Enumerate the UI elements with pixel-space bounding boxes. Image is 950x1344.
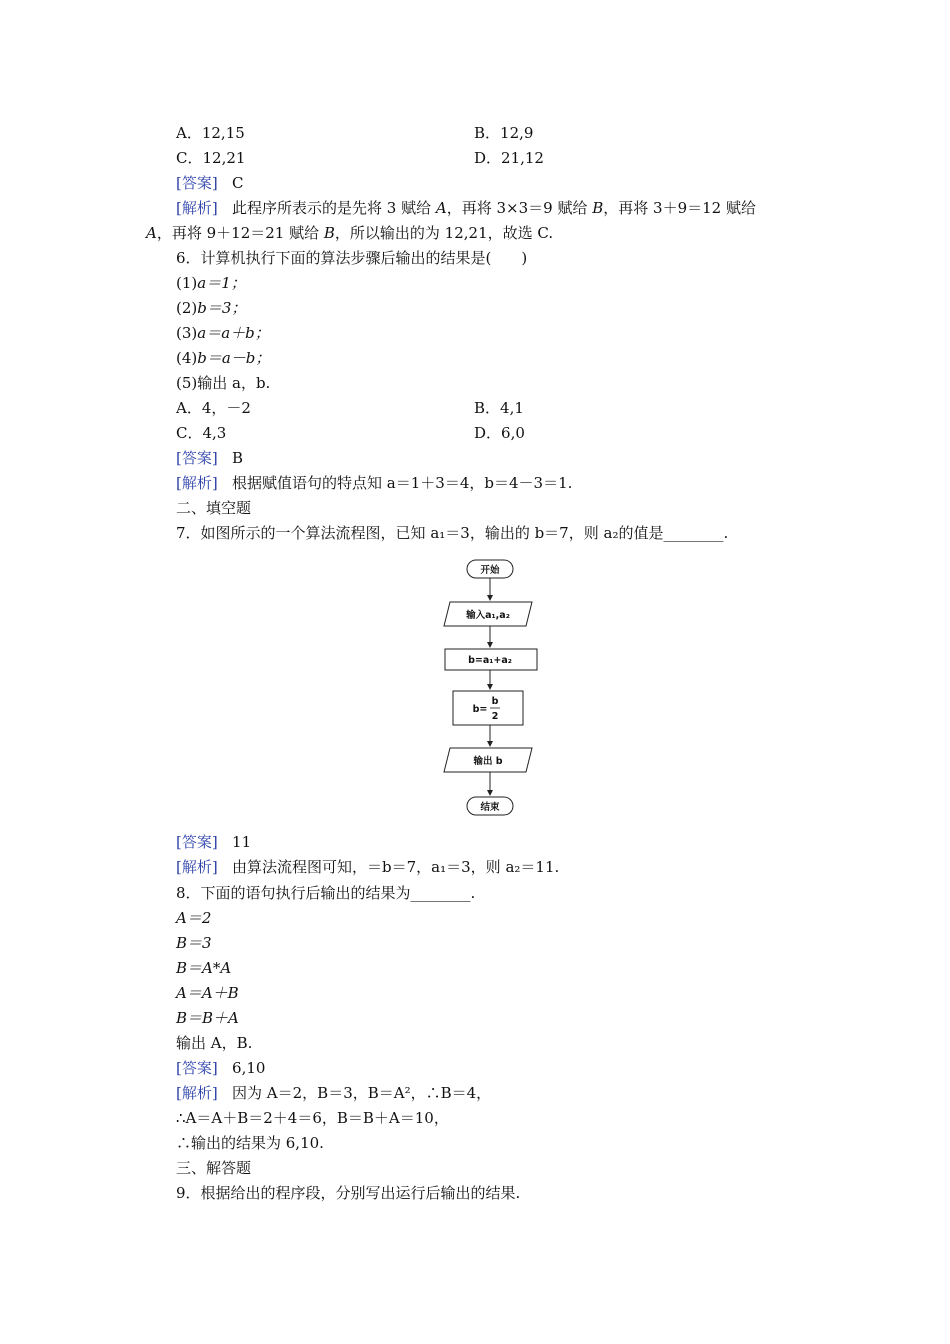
assign-half-lhs: b= (472, 704, 488, 715)
step-number: (4) (176, 349, 198, 367)
input-label: 输入a₁,a₂ (466, 610, 510, 621)
step-number: (2) (176, 299, 198, 317)
q6-analysis-line (176, 473, 572, 493)
analysis-tag: [解析] (176, 474, 218, 492)
q8-code-line: A＝A＋B (176, 984, 239, 1002)
q8-analysis-line1 (176, 1083, 491, 1103)
section-fill-blank-heading: 二、填空题 (176, 499, 252, 517)
var-a: A (146, 224, 157, 242)
step-text: a＝1； (197, 274, 246, 292)
q6-step-1 (176, 273, 246, 293)
q6-option-c: C．4,3 (176, 424, 227, 442)
q7-stem: 7．如图所示的一个算法流程图，已知 a₁＝3，输出的 b＝7，则 a₂的值是________. (176, 524, 729, 542)
q7-analysis: 由算法流程图可知，＝b＝7，a₁＝3，则 a₂＝11. (232, 858, 560, 876)
q8-code-line: A＝2 (176, 909, 212, 927)
step-text: b＝a－b； (197, 349, 271, 367)
q5-option-b: B．12,9 (474, 124, 534, 142)
start-label: 开始 (480, 565, 500, 576)
step-text: b＝3； (197, 299, 247, 317)
q6-step-2 (176, 298, 246, 318)
q6-stem: 6．计算机执行下面的算法步骤后输出的结果是( ) (176, 249, 528, 267)
q5-analysis-text: 此程序所表示的是先将 3 赋给 (232, 199, 436, 217)
q8-answer-line (176, 1058, 265, 1078)
q8-stem: 8．下面的语句执行后输出的结果为________. (176, 884, 476, 902)
analysis-tag: [解析] (176, 858, 218, 876)
q7-answer-line (176, 832, 251, 852)
q5-analysis-text: ，再将 3×3＝9 赋给 (446, 199, 593, 217)
q5-analysis-line1 (176, 198, 756, 218)
q8-code-line: B＝3 (176, 934, 212, 952)
q5-option-a: A．12,15 (176, 124, 245, 142)
q5-answer: C (232, 174, 244, 192)
answer-tag: [答案] (176, 833, 218, 851)
q6-step-3 (176, 323, 270, 343)
step-number: (1) (176, 274, 198, 292)
q6-step-5: (5)输出 a，b. (176, 374, 271, 392)
q7-answer: 11 (232, 833, 252, 851)
q8-analysis: 因为 A＝2，B＝3，B＝A²，∴B＝4， (232, 1084, 492, 1102)
step-text: a＝a＋b； (197, 324, 270, 342)
q8-analysis-line2: ∴A＝A＋B＝2＋4＝6，B＝B＋A＝10， (176, 1109, 449, 1127)
assign-sum-label: b=a₁+a₂ (468, 655, 512, 666)
q5-option-d: D．21,12 (474, 149, 544, 167)
section-solution-heading: 三、解答题 (176, 1159, 252, 1177)
flowchart (440, 558, 540, 820)
q5-option-c: C．12,21 (176, 149, 246, 167)
q6-step-4 (176, 348, 270, 368)
answer-tag: [答案] (176, 449, 218, 467)
q6-option-d: D．6,0 (474, 424, 525, 442)
q9-stem: 9．根据给出的程序段，分别写出运行后输出的结果. (176, 1184, 521, 1202)
answer-tag: [答案] (176, 1059, 218, 1077)
q5-analysis-text: ，再将 9＋12＝21 赋给 (156, 224, 324, 242)
assign-half-denominator: 2 (491, 711, 499, 722)
assign-half-box (453, 691, 523, 725)
var-b: B (592, 199, 604, 217)
q8-analysis-line3: ∴输出的结果为 6,10. (176, 1134, 324, 1152)
var-a: A (435, 199, 447, 217)
q6-option-a: A．4，－2 (176, 399, 251, 417)
q5-analysis-text: ，所以输出的为 12,21，故选 C. (334, 224, 554, 242)
q5-analysis-line2 (146, 223, 553, 243)
q8-code-line: B＝A*A (176, 959, 232, 977)
answer-tag: [答案] (176, 174, 218, 192)
end-label: 结束 (480, 802, 500, 813)
q8-code-line: B＝B＋A (176, 1009, 239, 1027)
q8-code-line: 输出 A，B. (176, 1034, 253, 1052)
q6-answer: B (232, 449, 244, 467)
output-label: 输出 b (473, 756, 503, 767)
q5-analysis-text: ，再将 3＋9＝12 赋给 (603, 199, 756, 217)
step-number: (3) (176, 324, 198, 342)
var-b: B (323, 224, 335, 242)
q7-analysis-line (176, 857, 559, 877)
analysis-tag: [解析] (176, 199, 218, 217)
flowchart-svg (440, 558, 540, 820)
assign-half-numerator: b (491, 696, 499, 707)
analysis-tag: [解析] (176, 1084, 218, 1102)
q5-answer-line (176, 173, 244, 193)
q6-answer-line (176, 448, 243, 468)
q6-option-b: B．4,1 (474, 399, 524, 417)
q8-answer: 6,10 (232, 1059, 266, 1077)
q6-analysis: 根据赋值语句的特点知 a＝1＋3＝4，b＝4－3＝1. (232, 474, 573, 492)
